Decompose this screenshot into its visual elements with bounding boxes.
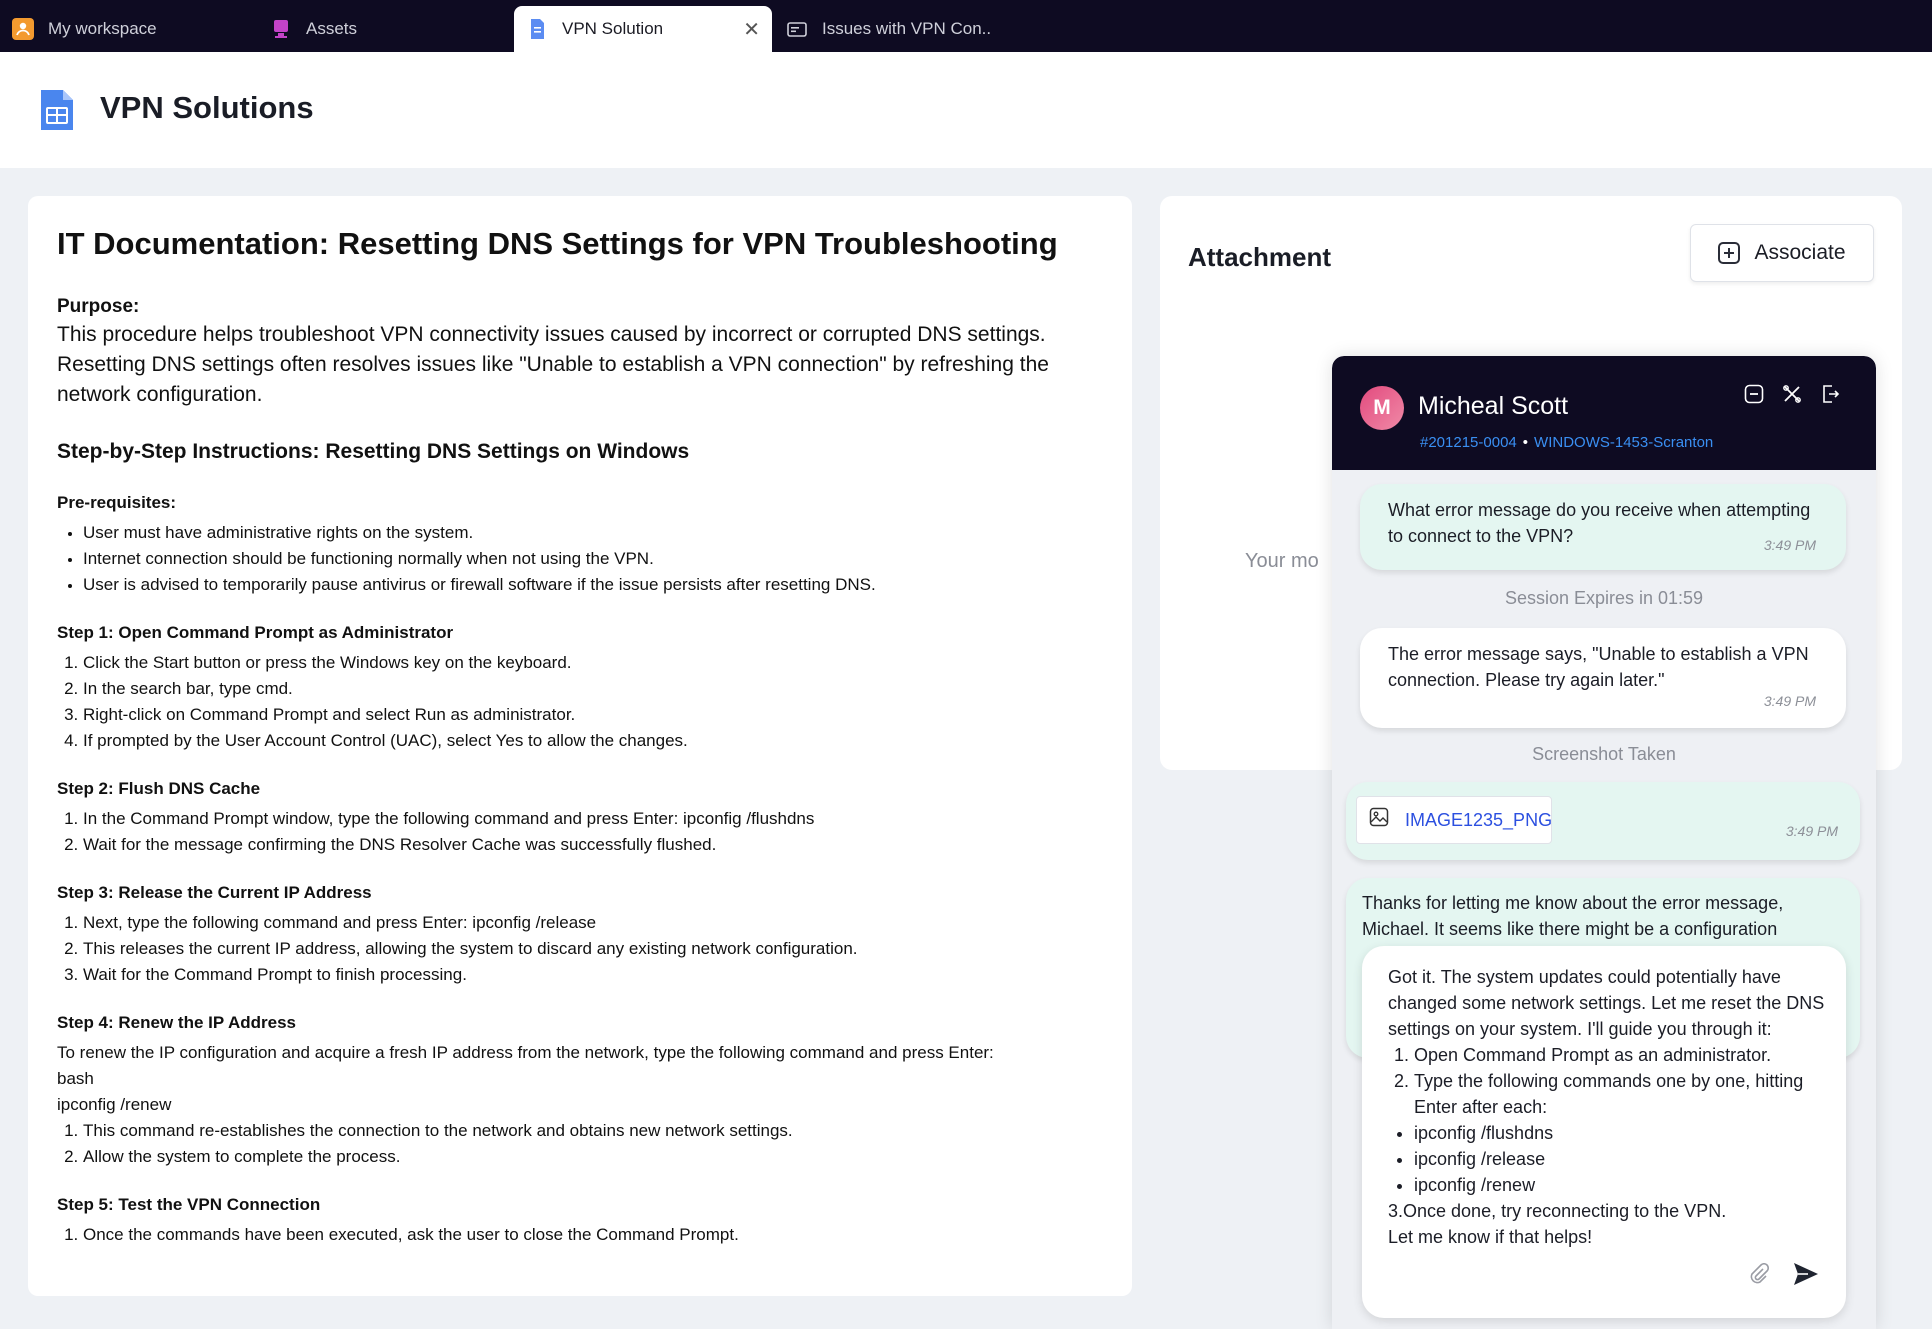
minimize-icon[interactable] — [1744, 384, 1764, 404]
list-item: 1. Next, type the following command and press Enter: ipconfig /release — [83, 910, 1087, 936]
composer-step3: 3.Once done, try reconnecting to the VPN. — [1388, 1201, 1727, 1221]
tab-label: My workspace — [48, 19, 157, 38]
file-attachment[interactable] — [1356, 796, 1552, 844]
associate-label: Associate — [1754, 241, 1846, 264]
code-command: ipconfig /renew — [57, 1095, 172, 1114]
close-icon[interactable]: ✕ — [743, 18, 760, 41]
tab-label: Assets — [306, 19, 358, 38]
tools-icon[interactable] — [1782, 384, 1802, 404]
prerequisites-section — [57, 490, 1087, 598]
chat-panel — [1332, 356, 1876, 1329]
steps-heading: Step-by-Step Instructions: Resetting DNS Settings on Windows — [57, 440, 690, 463]
file-name: IMAGE1235_PNG — [1405, 810, 1553, 830]
exit-icon[interactable] — [1820, 384, 1840, 404]
attachment-title: Attachment — [1188, 242, 1332, 272]
image-icon — [1369, 807, 1389, 834]
list-item: • ipconfig /release — [1414, 1146, 1826, 1172]
step2-section — [57, 776, 1087, 858]
step1-title: Step 1: Open Command Prompt as Administrator — [57, 623, 454, 642]
ticket-icon — [786, 18, 808, 40]
list-item: • User must have administrative rights on the system. — [83, 520, 1087, 546]
step2-title: Step 2: Flush DNS Cache — [57, 779, 261, 798]
plus-icon — [1718, 242, 1740, 264]
list-item: 2. Type the following commands one by one, hitting Enter after each: — [1414, 1068, 1826, 1120]
list-item: 1. Once the commands have been executed, ask the user to close the Command Prompt. — [83, 1222, 1087, 1248]
send-icon[interactable] — [1792, 1261, 1820, 1294]
step5-section — [57, 1192, 1087, 1248]
assets-icon — [270, 18, 292, 40]
list-item: 2. In the search bar, type cmd. — [83, 676, 1087, 702]
list-item: 3. Right-click on Command Prompt and select Run as administrator. — [83, 702, 1087, 728]
message-time: 3:49 PM — [1763, 537, 1816, 553]
attachment-empty-text: Your mo — [1245, 550, 1319, 572]
workspace-icon — [12, 18, 34, 40]
list-item: • ipconfig /renew — [1414, 1172, 1826, 1198]
list-item: • Internet connection should be functioning normally when not using the VPN. — [83, 546, 1087, 572]
paperclip-icon[interactable] — [1748, 1263, 1770, 1292]
tab-label: Issues with VPN Con.. — [822, 19, 992, 38]
chat-header-actions — [1744, 384, 1840, 404]
step3-title: Step 3: Release the Current IP Address — [57, 883, 372, 902]
tab-issues-vpn[interactable] — [774, 6, 1034, 52]
code-language: bash — [57, 1069, 94, 1088]
step5-title: Step 5: Test the VPN Connection — [57, 1195, 321, 1214]
document-panel — [28, 196, 1132, 1296]
chat-message — [1360, 628, 1846, 728]
composer-intro: Got it. The system updates could potentially have changed some network settings. Let me reset the DNS settings on your system. I'll guide you through it: — [1388, 967, 1825, 1039]
avatar: M — [1360, 386, 1404, 430]
list-item: 2. Allow the system to complete the process. — [83, 1144, 1087, 1170]
tab-assets[interactable] — [258, 6, 508, 52]
tab-bar — [0, 0, 1932, 52]
document-content — [57, 226, 1087, 1270]
purpose-label: Purpose: — [57, 296, 140, 317]
document-icon — [526, 18, 548, 40]
list-item: 1. Click the Start button or press the Windows key on the keyboard. — [83, 650, 1087, 676]
associate-button[interactable] — [1690, 224, 1874, 282]
list-item: 1. This command re-establishes the connection to the network and obtains new network settings. — [83, 1118, 1087, 1144]
session-note: Session Expires in 01:59 — [1504, 588, 1704, 608]
list-item: 1. In the Command Prompt window, type the following command and press Enter: ipconfig /flushdns — [83, 806, 1087, 832]
step4-intro: To renew the IP configuration and acquire a fresh IP address from the network, type the following command and press Enter: — [57, 1043, 994, 1062]
composer-tools — [1748, 1261, 1820, 1294]
list-item: 2. This releases the current IP address, allowing the system to discard any existing network configuration. — [83, 936, 1087, 962]
tab-label: VPN Solution — [562, 19, 664, 38]
ticket-id[interactable]: #201215-0004 — [1420, 434, 1517, 451]
step4-section — [57, 1010, 1087, 1170]
list-item: • ipconfig /flushdns — [1414, 1120, 1826, 1146]
page-header — [0, 52, 1932, 168]
document-title: IT Documentation: Resetting DNS Settings for VPN Troubleshooting — [57, 226, 1058, 261]
list-item: 2. Wait for the message confirming the DNS Resolver Cache was successfully flushed. — [83, 832, 1087, 858]
screenshot-note: Screenshot Taken — [1532, 744, 1676, 764]
message-text: The error message says, "Unable to establish a VPN connection. Please try again later." — [1388, 644, 1809, 690]
message-text: What error message do you receive when attempting to connect to the VPN? — [1388, 500, 1811, 546]
message-composer[interactable] — [1362, 946, 1846, 1318]
device-name[interactable]: WINDOWS-1453-Scranton — [1534, 434, 1714, 451]
page-title: VPN Solutions — [100, 90, 314, 125]
purpose-text: This procedure helps troubleshoot VPN connectivity issues caused by incorrect or corrupted DNS settings. Resetting DNS settings often resolves issues like "Unable to establish a VPN connection" by refreshing the network configuration. — [57, 323, 1049, 406]
chat-header — [1332, 356, 1876, 470]
list-item: 4. If prompted by the User Account Control (UAC), select Yes to allow the changes. — [83, 728, 1087, 754]
document-icon — [38, 88, 76, 132]
message-time: 3:49 PM — [1785, 823, 1838, 839]
list-item: 3. Wait for the Command Prompt to finish processing. — [83, 962, 1087, 988]
tab-vpn-solution[interactable] — [514, 6, 772, 52]
step4-title: Step 4: Renew the IP Address — [57, 1013, 297, 1032]
chat-message — [1346, 782, 1860, 860]
chat-message — [1360, 484, 1846, 570]
message-time: 3:49 PM — [1763, 693, 1816, 709]
list-item: 1. Open Command Prompt as an administrator. — [1414, 1042, 1826, 1068]
list-item: • User is advised to temporarily pause antivirus or firewall software if the issue persists after resetting DNS. — [83, 572, 1087, 598]
contact-name: Micheal Scott — [1418, 392, 1569, 420]
composer-closing: Let me know if that helps! — [1388, 1227, 1593, 1247]
step1-section — [57, 620, 1087, 754]
step3-section — [57, 880, 1087, 988]
message-text: Thanks for letting me know about the error message, Michael. It seems like there might be a configuration — [1362, 893, 1784, 939]
contact-meta: #201215-0004 • WINDOWS-1453-Scranton — [1420, 434, 1714, 451]
prerequisites-title: Pre-requisites: — [57, 493, 177, 512]
tab-my-workspace[interactable] — [0, 6, 260, 52]
